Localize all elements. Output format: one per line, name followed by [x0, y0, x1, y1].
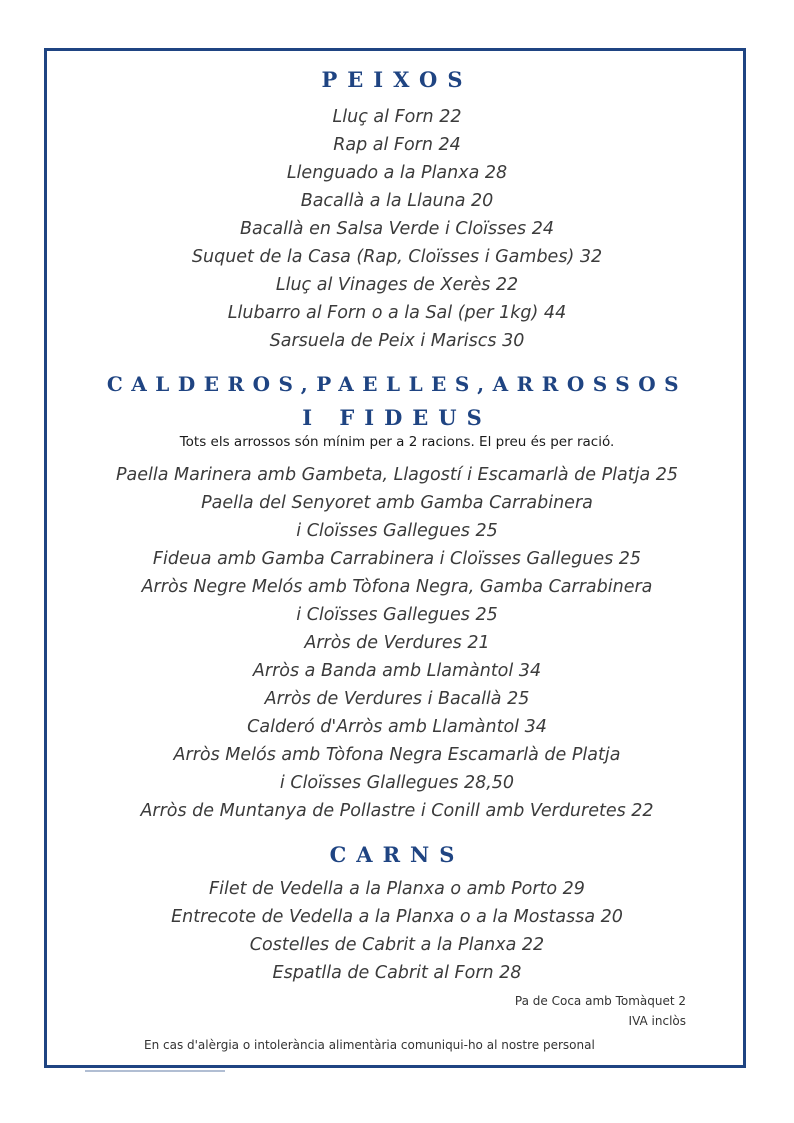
menu-item: Suquet de la Casa (Rap, Cloïsses i Gambes) 32	[191, 247, 603, 267]
menu-item: Bacallà en Salsa Verde i Cloïsses 24	[240, 219, 554, 239]
menu-item: i Cloïsses Gallegues 25	[296, 605, 498, 625]
menu-item: Lluç al Vinages de Xerès 22	[275, 275, 519, 295]
menu-item: Entrecote de Vedella a la Planxa o a la Mostassa 20	[171, 907, 623, 927]
frame-decoration	[85, 1070, 225, 1076]
menu-item: Llenguado a la Planxa 28	[286, 163, 508, 183]
vat-note: IVA inclòs	[628, 1014, 686, 1028]
menu-item: Arròs de Muntanya de Pollastre i Conill amb Verduretes 22	[140, 801, 654, 821]
section-note: Tots els arrossos són mínim per a 2 racions. El preu és per ració.	[179, 434, 615, 450]
menu-item: Arròs a Banda amb Llamàntol 34	[252, 661, 542, 681]
section-title-arrossos-line2: I FIDEUS	[302, 405, 492, 430]
menu-item: Arròs Negre Melós amb Tòfona Negra, Gamba Carrabinera	[141, 577, 653, 597]
allergy-footer: En cas d'alèrgia o intolerància alimentària comuniqui-ho al nostre personal	[144, 1038, 595, 1052]
menu-item: Filet de Vedella a la Planxa o amb Porto 29	[209, 879, 585, 899]
menu-item: Fideua amb Gamba Carrabinera i Cloïsses Gallegues 25	[152, 549, 642, 569]
menu-item: Arròs de Verdures i Bacallà 25	[264, 689, 530, 709]
menu-item: Arròs Melós amb Tòfona Negra Escamarlà de Platja	[173, 745, 621, 765]
section-title-peixos: PEIXOS	[321, 67, 473, 92]
bread-extra: Pa de Coca amb Tomàquet 2	[514, 994, 686, 1008]
section-title-carns: CARNS	[329, 842, 465, 867]
menu-item: Llubarro al Forn o a la Sal (per 1kg) 44	[227, 303, 567, 323]
menu-item: i Cloïsses Glallegues 28,50	[279, 773, 515, 793]
menu-item: Bacallà a la Llauna 20	[300, 191, 494, 211]
menu-item: Espatlla de Cabrit al Forn 28	[272, 963, 522, 983]
menu-item: Rap al Forn 24	[333, 135, 461, 155]
section-title-arrossos-line1: CALDEROS,PAELLES,ARROSSOS	[106, 372, 688, 396]
menu-item: i Cloïsses Gallegues 25	[296, 521, 498, 541]
menu-item: Lluç al Forn 22	[332, 107, 462, 127]
menu-item: Sarsuela de Peix i Mariscs 30	[269, 331, 525, 351]
menu-item: Paella Marinera amb Gambeta, Llagostí i Escamarlà de Platja 25	[115, 465, 679, 485]
menu-item: Paella del Senyoret amb Gamba Carrabinera	[201, 493, 593, 513]
menu-item: Costelles de Cabrit a la Planxa 22	[249, 935, 545, 955]
menu-item: Arròs de Verdures 21	[304, 633, 490, 653]
menu-item: Calderó d'Arròs amb Llamàntol 34	[247, 717, 547, 737]
